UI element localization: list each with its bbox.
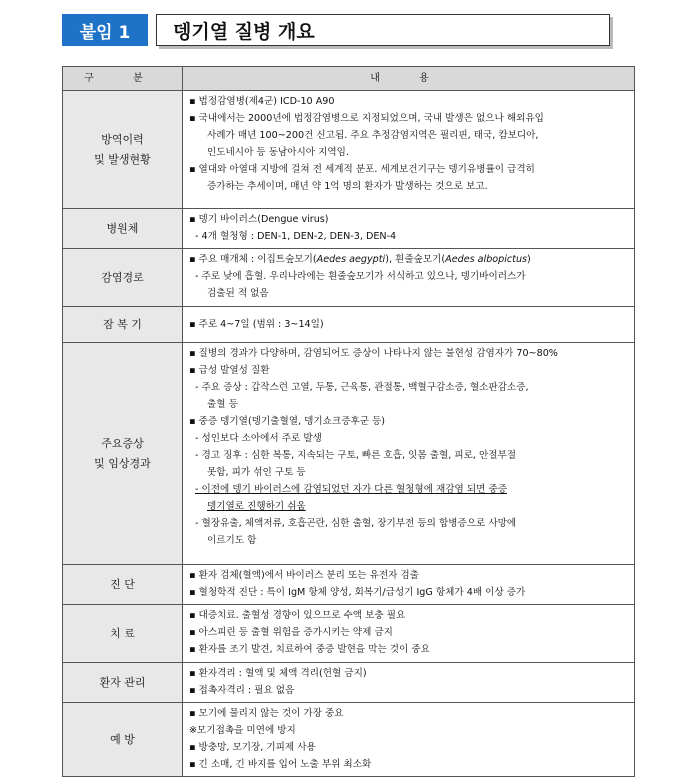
table-row (63, 703, 635, 777)
content-line: - 경고 징후 : 심한 복통, 지속되는 구토, 빠른 호흡, 잇몸 출혈, 피로, 안절부절 (195, 450, 517, 461)
table-header-row (63, 67, 635, 91)
column-header-content: 내 용 (183, 67, 635, 91)
table-row (63, 663, 635, 703)
content-text: ▪ 주요 매개체 : 이집트숲모기( (189, 254, 317, 265)
row-content (183, 91, 635, 209)
row-content (183, 249, 635, 307)
content-line: ▪ 혈청학적 진단 : 특이 IgM 항체 양성, 회복기/급성기 IgG 항체가 4배 이상 증가 (189, 587, 526, 598)
row-label-line: 및 임상경과 (94, 456, 151, 470)
content-line: ▪ 급성 발열성 질환 (189, 365, 270, 376)
row-label (63, 343, 183, 565)
content-line: ▪ 법정감염병(제4군) ICD-10 A90 (189, 96, 335, 107)
table-row (63, 565, 635, 605)
content-line: ▪ 중증 뎅기열(뎅기출혈열, 뎅기쇼크증후군 등) (189, 416, 386, 427)
header (62, 14, 610, 46)
content-line: ▪ 국내에서는 2000년에 법정감염병으로 지정되었으며, 국내 발생은 없으나 해외유입 (189, 113, 544, 124)
table-row (63, 605, 635, 663)
content-line: ▪ 대증치료. 출혈성 경향이 있으므로 수액 보충 필요 (189, 610, 406, 621)
content-line: - 4개 혈청형 : DEN-1, DEN-2, DEN-3, DEN-4 (195, 231, 397, 242)
content-line: ▪ 긴 소매, 긴 바지를 입어 노출 부위 최소화 (189, 759, 372, 770)
species-name: Aedes albopictus (445, 254, 528, 265)
content-line: ▪ 모기에 물리지 않는 것이 가장 중요 (189, 708, 344, 719)
content-text: ), 흰줄숲모기( (385, 254, 446, 265)
table-row (63, 307, 635, 343)
content-line: ▪ 주로 4~7일 (범위 : 3~14일) (189, 319, 324, 330)
content-line: 검출된 적 없음 (207, 288, 269, 299)
content-line: - 주요 증상 : 갑작스런 고열, 두통, 근육통, 관절통, 백혈구감소증, 혈소판감소증, (195, 382, 529, 393)
table-row (63, 249, 635, 307)
disease-overview-table (62, 66, 635, 777)
table-row (63, 209, 635, 249)
content-line: 뎅기열로 진행하기 쉬움 (207, 501, 306, 512)
row-label: 잠 복 기 (63, 307, 183, 343)
row-content (183, 663, 635, 703)
row-label (63, 91, 183, 209)
row-content (183, 605, 635, 663)
page-title: 뎅기열 질병 개요 (156, 14, 610, 46)
content-line: 출혈 등 (207, 399, 238, 410)
column-header-category: 구 분 (63, 67, 183, 91)
content-text: ) (527, 254, 531, 265)
row-label: 예 방 (63, 703, 183, 777)
content-line: ▪ 뎅기 바이러스(Dengue virus) (189, 214, 329, 225)
row-label: 병원체 (63, 209, 183, 249)
content-line: - 성인보다 소아에서 주로 발생 (195, 433, 322, 444)
content-line: 증가하는 추세이며, 매년 약 1억 명의 환자가 발생하는 것으로 보고. (207, 181, 488, 192)
table-row (63, 91, 635, 209)
content-line (189, 251, 628, 268)
content-line: - 혈장유출, 체액저류, 호흡곤란, 심한 출혈, 장기부전 등의 합병증으로 사망에 (195, 518, 517, 529)
table-row (63, 343, 635, 565)
content-line: 사례가 매년 100~200건 신고됨. 주요 추정감염지역은 필리핀, 태국, 캄보디아, (207, 130, 539, 141)
content-line: ▪ 아스피린 등 출혈 위험을 증가시키는 약제 금지 (189, 627, 393, 638)
row-content (183, 307, 635, 343)
content-line: ▪ 환자격리 : 혈액 및 체액 격리(헌혈 금지) (189, 668, 367, 679)
content-line: - 주로 낮에 흡혈. 우리나라에는 흰줄숲모기가 서식하고 있으나, 뎅기바이러스가 (195, 271, 526, 282)
content-line: ▪ 환자를 조기 발견, 치료하여 중증 발현을 막는 것이 중요 (189, 644, 430, 655)
content-line: ▪ 방충망, 모기장, 기피제 사용 (189, 742, 316, 753)
content-line: ▪ 환자 검체(혈액)에서 바이러스 분리 또는 유전자 검출 (189, 570, 419, 581)
content-line: 못함, 피가 섞인 구토 등 (207, 467, 306, 478)
row-label: 환자 관리 (63, 663, 183, 703)
row-label-line: 및 발생현황 (94, 152, 151, 166)
content-line: ▪ 접촉자격리 : 필요 없음 (189, 685, 295, 696)
content-line: 인도네시아 등 동남아시아 지역임. (207, 147, 349, 158)
row-label: 감염경로 (63, 249, 183, 307)
row-label: 치 료 (63, 605, 183, 663)
attachment-badge: 붙임 1 (62, 14, 148, 46)
content-line: ▪ 질병의 경과가 다양하며, 감염되어도 증상이 나타나지 않는 불현성 감염자가 70~80% (189, 348, 558, 359)
content-line: - 이전에 뎅기 바이러스에 감염되었던 자가 다른 혈청형에 재감염 되면 중증 (195, 484, 507, 495)
content-line: ※모기접촉을 미연에 방지 (189, 725, 296, 736)
row-content (183, 209, 635, 249)
row-content (183, 565, 635, 605)
row-content (183, 703, 635, 777)
row-label-line: 방역이력 (101, 132, 144, 146)
row-label: 진 단 (63, 565, 183, 605)
row-label-line: 주요증상 (101, 436, 144, 450)
content-line: ▪ 열대와 아열대 지방에 걸쳐 전 세계적 분포. 세계보건기구는 뎅기유병률이 급격히 (189, 164, 535, 175)
content-line: 이르기도 함 (207, 535, 257, 546)
species-name: Aedes aegypti (316, 254, 386, 265)
row-content (183, 343, 635, 565)
